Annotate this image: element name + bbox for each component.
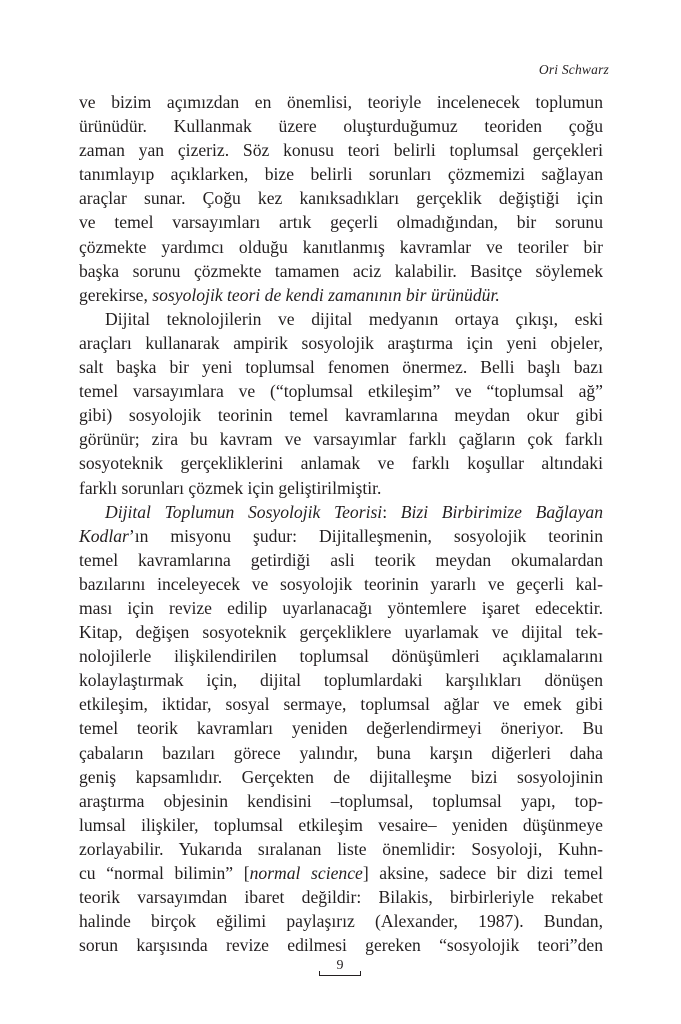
text-line — [79, 548, 603, 572]
text-segment: çabaların bazıları görece yalındır, buna karşın diğerleri daha — [79, 742, 603, 763]
text-line — [79, 403, 603, 427]
text-line — [79, 186, 603, 210]
text-segment: zaman yan çizeriz. Söz konusu teori belirli toplumsal gerçekleri — [79, 140, 603, 161]
page-number: 9 — [336, 958, 344, 973]
text-segment: tanımlayıp açıklarken, bize belirli sorunları çözmemizi sağlayan — [79, 164, 603, 185]
text-line — [79, 476, 603, 500]
text-segment: araçlar sunar. Çoğu kez kanıksadıkları gerçeklik değiştiği için — [79, 188, 603, 209]
running-header-author: Ori Schwarz — [538, 62, 609, 77]
page-number-folio — [319, 958, 361, 976]
italic-text-segment: Dijital Toplumun Sosyolojik Teorisi — [105, 501, 383, 522]
text-segment: ve bizim açımızdan en önemlisi, teoriyle incelenecek toplumun — [79, 92, 603, 112]
text-segment: temel teorik kavramları yeniden değerlendirmeyi öneriyor. Bu — [79, 718, 603, 739]
text-line — [79, 765, 603, 789]
italic-text-segment: Bizi Birbirimize Bağlayan — [400, 501, 603, 522]
text-segment: bazılarını inceleyecek ve sosyolojik teorinin yararlı ve geçerli kal- — [79, 573, 603, 594]
text-line — [79, 741, 603, 765]
text-segment: ] aksine, sadece bir dizi temel — [362, 863, 603, 883]
page-number-rule — [319, 975, 361, 976]
text-line — [79, 524, 603, 548]
text-segment: temel varsayımlara ve (“toplumsal etkileşim” ve “toplumsal ağ” — [79, 381, 603, 402]
text-segment: gibi) sosyolojik teorinin temel kavramlarına meydan okur gibi — [79, 405, 603, 426]
text-segment: görünür; zira bu kavram ve varsayımlar farklı çağların çok farklı — [79, 429, 603, 450]
text-segment: temel kavramlarına getirdiği asli teorik meydan okumalardan — [79, 549, 603, 570]
text-segment: ürünüdür. Kullanmak üzere oluşturduğumuz teoriden çoğu — [79, 116, 603, 137]
text-line — [79, 500, 603, 524]
text-segment: zorlayabilir. Yukarıda sıralanan liste önemlidir: Sosyoloji, Kuhn- — [79, 838, 603, 859]
text-segment: nolojilerle ilişkilendirilen toplumsal dönüşümleri açıklamalarını — [79, 646, 603, 667]
text-segment: cu “normal bilimin” [ — [79, 863, 250, 883]
text-segment: farklı sorunları çözmek için geliştirilmiştir. — [79, 477, 382, 498]
text-line — [79, 307, 603, 331]
text-line — [79, 837, 603, 861]
text-segment: sosyoteknik gerçekliklerini anlamak ve farklı koşullar altındaki — [79, 453, 603, 474]
text-line — [79, 283, 603, 307]
italic-text-segment: Kodlar — [79, 525, 129, 546]
text-segment: ması için revize edilip uyarlanacağı yöntemlere işaret edecektir. — [79, 597, 603, 618]
text-segment: lumsal ilişkiler, toplumsal etkileşim vesaire– yeniden düşünmeye — [79, 814, 603, 835]
text-segment: geniş kapsamlıdır. Gerçekten de dijitalleşme bizi sosyolojinin — [79, 766, 603, 787]
text-line — [79, 909, 603, 933]
text-segment: araştırma objesinin kendisini –toplumsal, toplumsal yapı, top- — [79, 790, 603, 811]
body-text — [79, 90, 603, 957]
text-line — [79, 716, 603, 740]
text-segment: teorik varsayımdan ibaret değildir: Bilakis, birbirleriyle rekabet — [79, 887, 603, 908]
text-line — [79, 235, 603, 259]
text-line — [79, 114, 603, 138]
text-line — [79, 789, 603, 813]
text-segment: ’ın misyonu şudur: Dijitalleşmenin, sosyolojik teorinin — [128, 525, 603, 546]
text-line — [79, 668, 603, 692]
text-segment: başka sorunu çözmekte tamamen aciz kalabilir. Basitçe söylemek — [79, 260, 603, 281]
text-line — [79, 620, 603, 644]
text-segment: etkileşim, iktidar, sosyal sermaye, toplumsal ağlar ve emek gibi — [79, 694, 603, 715]
text-line — [79, 692, 603, 716]
text-line — [79, 379, 603, 403]
text-line — [79, 933, 603, 957]
text-line — [79, 885, 603, 909]
text-segment: araçları kullanarak ampirik sosyolojik araştırma için yeni objeler, — [79, 332, 603, 353]
text-segment: : — [382, 501, 401, 522]
italic-text-segment: sosyolojik teori de kendi zamanının bir ürünüdür. — [152, 284, 500, 305]
text-segment: sorun karşısında revize edilmesi gereken “sosyolojik teori”den — [79, 935, 603, 956]
text-segment: çözmekte yardımcı olduğu kanıtlanmış kavramlar ve teoriler bir — [79, 236, 603, 257]
italic-text-segment: normal science — [249, 863, 363, 883]
text-line — [79, 813, 603, 837]
text-segment: halinde birçok eğilimi paylaşırız (Alexander, 1987). Bundan, — [79, 911, 603, 932]
text-line — [79, 451, 603, 475]
text-line — [79, 259, 603, 283]
text-line — [79, 138, 603, 162]
text-line — [79, 861, 603, 885]
text-segment: Dijital teknolojilerin ve dijital medyanın ortaya çıkışı, eski — [105, 308, 603, 329]
text-line — [79, 572, 603, 596]
text-line — [79, 90, 603, 114]
text-segment: kolaylaştırmak için, dijital toplumlardaki karşılıkları dönüşen — [79, 670, 603, 691]
text-segment: ve temel varsayımları artık geçerli olmadığından, bir sorunu — [79, 212, 603, 233]
text-segment: Kitap, değişen sosyoteknik gerçekliklere uyarlamak ve dijital tek- — [79, 622, 603, 643]
text-segment: salt başka bir yeni toplumsal fenomen önermez. Belli başlı bazı — [79, 357, 603, 378]
text-line — [79, 596, 603, 620]
text-line — [79, 331, 603, 355]
text-line — [79, 644, 603, 668]
text-line — [79, 210, 603, 234]
text-line — [79, 427, 603, 451]
text-segment: gerekirse, — [79, 284, 153, 305]
text-line — [79, 355, 603, 379]
text-line — [79, 162, 603, 186]
